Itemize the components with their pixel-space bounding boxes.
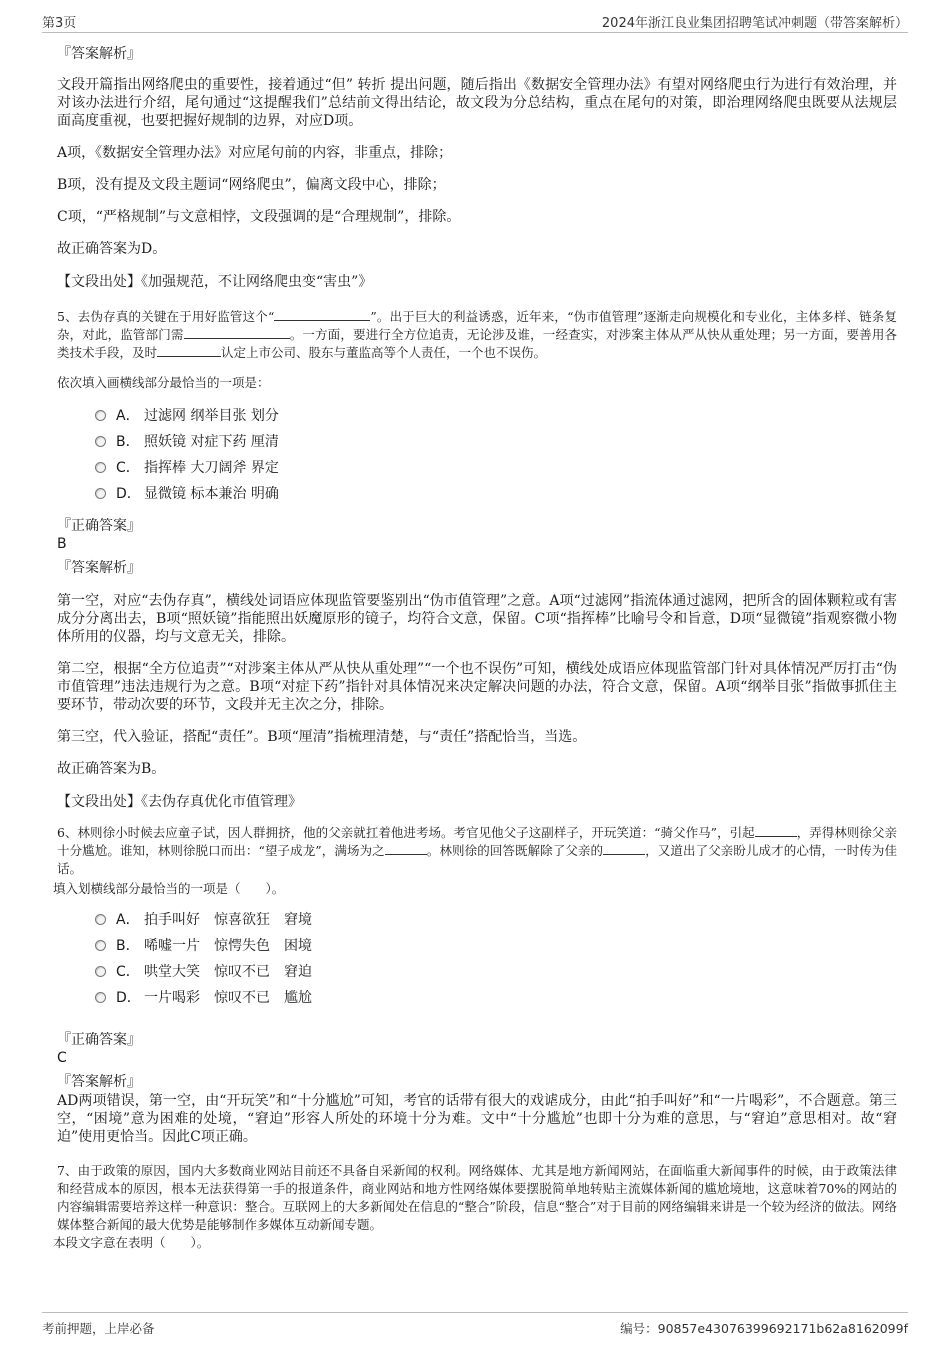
analysis-paragraph: 故正确答案为B。 [57,761,166,777]
analysis-paragraph: 第三空，代入验证，搭配“责任”。B项“厘清”指梳理清楚，与“责任”搭配恰当，当选。 [57,729,587,745]
question-5-text: 5、去伪存真的关键在于用好监管这个“ ”。出于巨大的利益诱惑，近年来，“伪市值管理”逐渐走向规模化和专业化，主体多样、链条复杂，对此，监管部门需 。一方面，要进行全方位追责，无论涉及谁，一经查实，对涉案主体从严从快从重处理；另一方面，要善用各类技术手段，及时 认定上市公司、股东与董监高等个人责任，一个也不误伤。 [57,309,897,360]
radio-button[interactable] [95,940,106,951]
analysis-label: 『答案解析』 [57,1074,141,1090]
page-content [53,44,897,1260]
page-number: 第3页 [42,16,77,31]
analysis-paragraph: B项，没有提及文段主题词“网络爬虫”，偏离文段中心，排除； [57,177,446,193]
option-d[interactable]: D． 显微镜 标本兼治 明确 [95,480,897,506]
analysis-paragraph: A项，《数据安全管理办法》对应尾句前的内容，非重点，排除； [57,145,453,161]
fill-blank [603,842,645,855]
option-a[interactable]: A． 拍手叫好 惊喜欲狂 窘境 [95,906,897,932]
text-source: 【文段出处】《去伪存真优化市值管理》 [57,794,302,810]
option-b[interactable]: B． 照妖镜 对症下药 厘清 [95,428,897,454]
fill-blank [755,824,797,837]
question-6-text: 6、林则徐小时候去应童子试，因人群拥挤，他的父亲就扛着他进考场。考官见他父子这副样子，开玩笑道：“骑父作马”，引起 ，弄得林则徐父亲十分尴尬。谁知，林则徐脱口而出：“望子成龙”，满场为之 。林则徐的回答既解除了父亲的 ，又道出了父亲盼儿成才的心情，一时传为佳话。 [57,825,897,876]
fill-blank [385,842,427,855]
question-prompt: 本段文字意在表明（ ）。 [53,1235,210,1250]
fill-blank [184,326,290,339]
correct-answer-value: B [57,536,67,552]
question-prompt: 依次填入画横线部分最恰当的一项是： [57,375,270,390]
question-prompt: 填入划横线部分最恰当的一项是（ ）。 [53,881,285,896]
radio-button[interactable] [95,436,106,447]
analysis-paragraph: 第二空，根据“全方位追责”“对涉案主体从严从快从重处理”“一个也不误伤”可知，横线处成语应体现监管部门针对具体情况严厉打击“伪市值管理”违法违规行为之意。B项“对症下药”指针对具体情况来决定解决问题的办法，符合文意，保留。A项“纲举目张”指做事抓住主要环节，带动次要的环节，文段并无主次之分，排除。 [57,661,897,713]
options-list [95,906,897,1010]
options-list [95,402,897,506]
page-header [42,12,908,33]
analysis-paragraph: 故正确答案为D。 [57,241,167,257]
analysis-paragraph: 第一空，对应“去伪存真”，横线处词语应体现监管要鉴别出“伪市值管理”之意。A项“过滤网”指流体通过滤网，把所含的固体颗粒或有害成分分离出去，B项“照妖镜”指能照出妖魔原形的镜子，均符合文意，保留。C项“指挥棒”比喻号令和旨意，D项“显微镜”指观察微小物体所用的仪器，均与文意无关，排除。 [57,593,897,645]
radio-button[interactable] [95,410,106,421]
analysis-label: 『答案解析』 [57,560,141,576]
correct-answer-label: 『正确答案』 [57,518,141,534]
option-a[interactable]: A． 过滤网 纲举目张 划分 [95,402,897,428]
text-source: 【文段出处】《加强规范，不让网络爬虫变“害虫”》 [57,274,373,290]
analysis-paragraph: 文段开篇指出网络爬虫的重要性，接着通过“但” 转折 提出问题，随后指出《数据安全管理办法》有望对网络爬虫行为进行有效治理，并对该办法进行介绍，尾句通过“这提醒我们”总结前文得出结论，故文段为分总结构，重点在尾句的对策，即治理网络爬虫既要从法规层面高度重视，也要把握好规制的边界，对应D项。 [57,77,897,129]
analysis-label: 『答案解析』 [57,46,141,62]
radio-button[interactable] [95,462,106,473]
radio-button[interactable] [95,914,106,925]
option-d[interactable]: D． 一片喝彩 惊叹不已 尴尬 [95,984,897,1010]
radio-button[interactable] [95,966,106,977]
analysis-paragraph: C项，“严格规制”与文意相悖，文段强调的是“合理规制”，排除。 [57,209,461,225]
footer-slogan: 考前押题，上岸必备 [42,1321,155,1336]
option-c[interactable]: C． 指挥棒 大刀阔斧 界定 [95,454,897,480]
question-7-text: 7、由于政策的原因，国内大多数商业网站目前还不具备自采新闻的权利。网络媒体、尤其是地方新闻网站，在面临重大新闻事件的时候，由于政策法律和经营成本的原因，根本无法获得第一手的报道条件，商业网站和地方性网络媒体要摆脱简单地转贴主流媒体新闻的尴尬境地，这意味着70%的网站的内容编辑需要培养这样一种意识：整合。互联网上的大多新闻处在信息的“整合”阶段，信息“整合”对于目前的网络编辑来讲是一个较为经济的做法。网络媒体整合新闻的最大优势是能够制作多媒体互动新闻专题。 [57,1163,897,1232]
correct-answer-label: 『正确答案』 [57,1032,141,1048]
correct-answer-value: C [57,1050,67,1066]
option-c[interactable]: C． 哄堂大笑 惊叹不已 窘迫 [95,958,897,984]
analysis-paragraph: AD两项错误，第一空，由“开玩笑”和“十分尴尬”可知，考官的话带有很大的戏谑成分，由此“拍手叫好”和“一片喝彩”，不合题意。第三空，“困境”意为困难的处境，“窘迫”形容人所处的环境十分为难。文中“十分尴尬”也即十分为难的意思，与“窘迫”意思相对。故“窘迫”使用更恰当。因此C项正确。 [57,1093,897,1145]
radio-button[interactable] [95,992,106,1003]
document-title: 2024年浙江良业集团招聘笔试冲刺题（带答案解析） [601,16,908,31]
document-id: 编号：90857e43076399692171b62a8162099f [620,1321,908,1336]
fill-blank [157,344,221,357]
fill-blank [274,308,370,321]
radio-button[interactable] [95,488,106,499]
option-b[interactable]: B． 唏嘘一片 惊愕失色 困境 [95,932,897,958]
page-footer [42,1312,908,1339]
